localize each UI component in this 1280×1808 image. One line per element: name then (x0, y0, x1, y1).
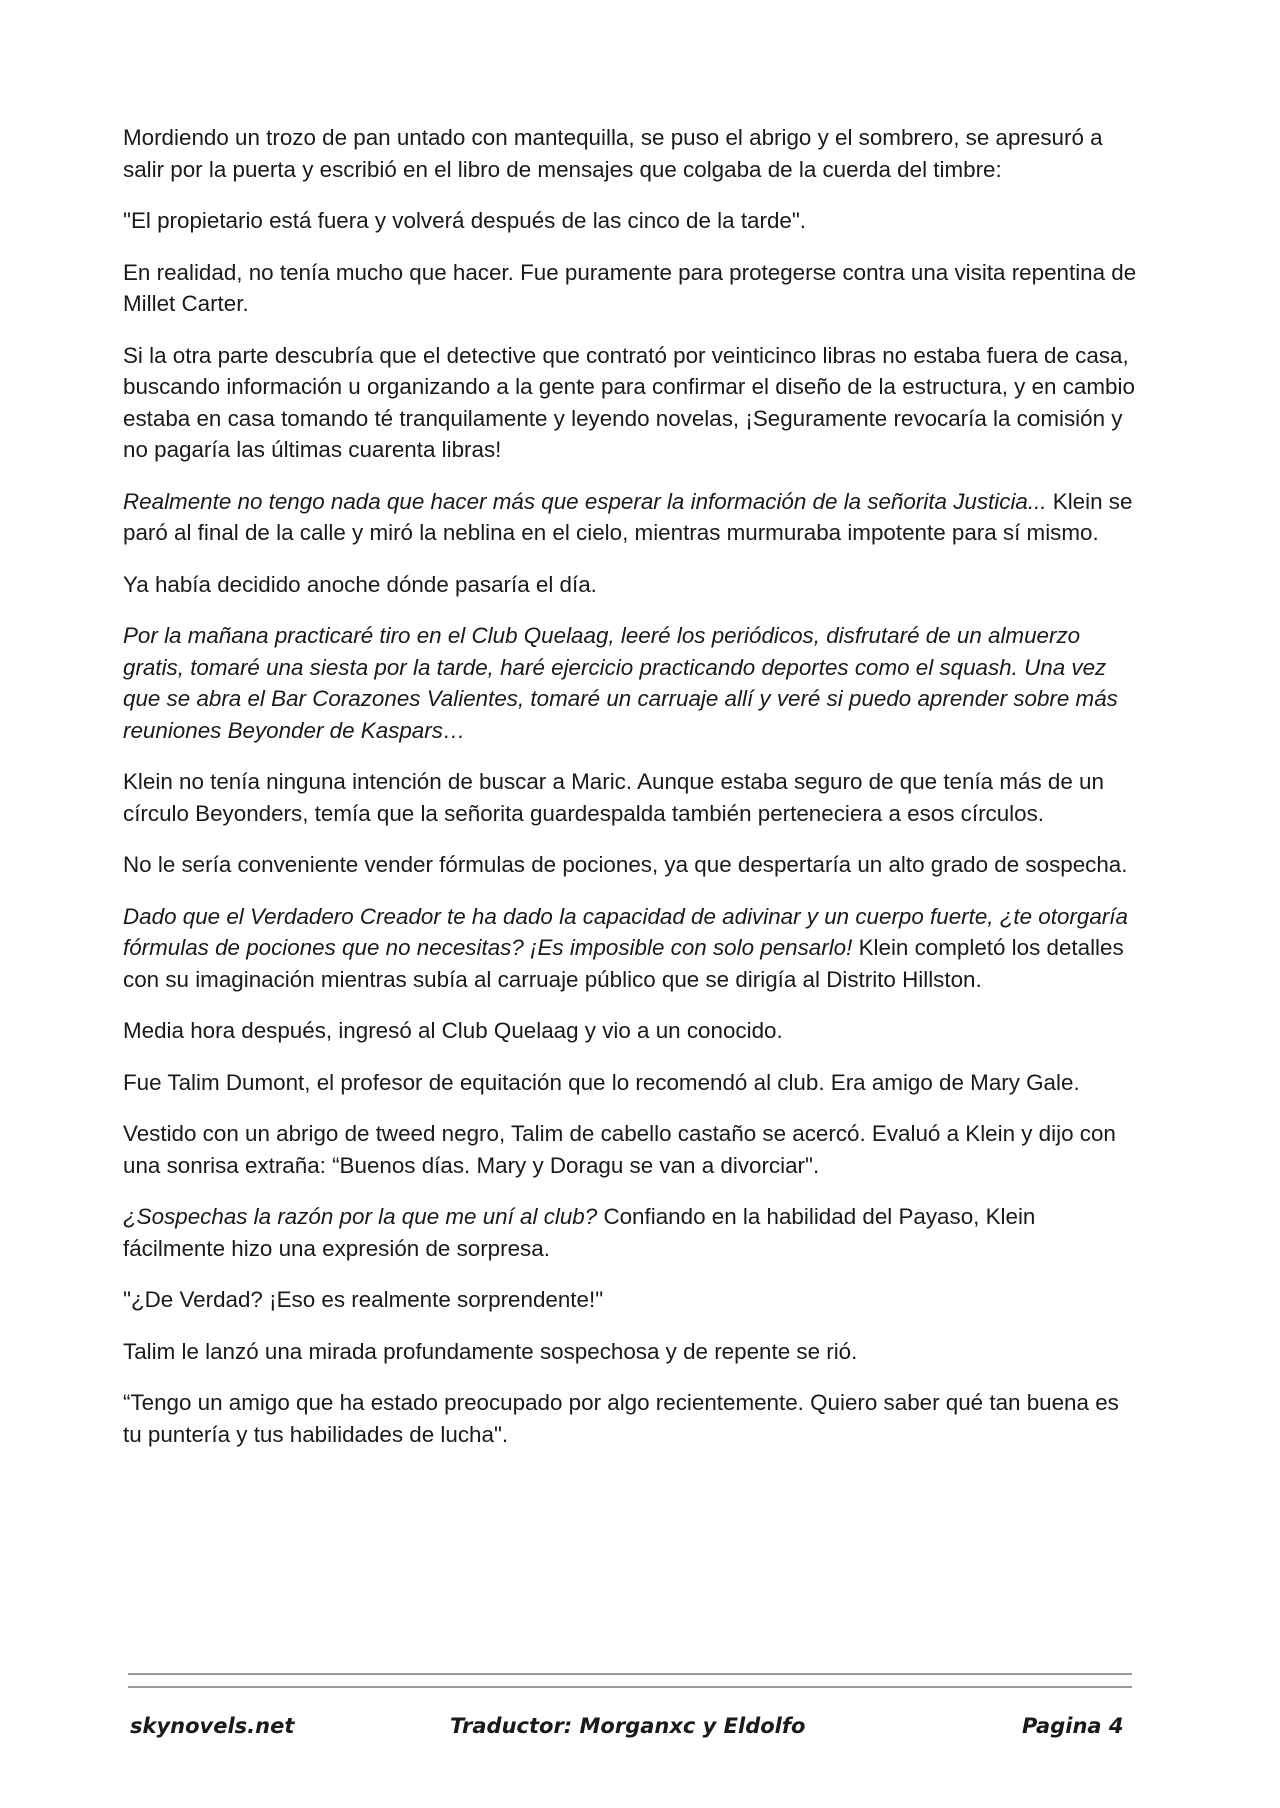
text: Vestido con un abrigo de tweed negro, Talim de cabello castaño se acercó. Evaluó a Klein y dijo con una sonrisa extraña: “Buenos días. Mary y Doragu se van a divorciar". (123, 1121, 1116, 1178)
text: “Tengo un amigo que ha estado preocupado por algo recientemente. Quiero saber qué tan buena es tu puntería y tus habilidades de lucha". (123, 1390, 1119, 1447)
paragraph (123, 1336, 1143, 1368)
paragraph (123, 1284, 1143, 1316)
italic-text: ¿Sospechas la razón por la que me uní al club? (123, 1204, 598, 1229)
text: Confiando en la habilidad del Payaso, Klein fácilmente hizo una expresión de sorpresa. (123, 1204, 1036, 1261)
footer-translator: Traductor: Morganxc y Eldolfo (450, 1714, 806, 1738)
italic-text: Realmente no tengo nada que hacer más que esperar la información de la señorita Justicia... (123, 488, 1047, 514)
paragraph (123, 1118, 1143, 1181)
footer-page-number: Pagina 4 (1022, 1714, 1124, 1738)
paragraph (123, 257, 1143, 320)
paragraph (123, 620, 1143, 746)
text: Klein completó los detalles con su imaginación mientras subía al carruaje público que se dirigía al Distrito Hillston. (123, 935, 1124, 992)
paragraph (123, 766, 1143, 829)
text: Si la otra parte descubría que el detective que contrató por veinticinco libras no estaba fuera de casa, buscando información u organizando a la gente para confirmar el diseño de la estructura, y en cambio estaba en casa tomando té tranquilamente y leyendo novelas, ¡Seguramente revocaría la comisión y no pagaría las últimas cuarenta libras! (123, 342, 1135, 462)
paragraph (123, 1067, 1143, 1099)
page-body (123, 122, 1143, 1470)
paragraph (123, 849, 1143, 881)
text: Klein no tenía ninguna intención de buscar a Maric. Aunque estaba seguro de que tenía más de un círculo Beyonders, temía que la señorita guardespalda también perteneciera a esos círculos. (123, 769, 1104, 826)
paragraph (123, 569, 1143, 601)
paragraph (123, 1387, 1143, 1450)
footer-divider-top (128, 1673, 1132, 1675)
italic-text: Por la mañana practicaré tiro en el Club Quelaag, leeré los periódicos, disfrutaré de un almuerzo gratis, tomaré una siesta por la tarde, haré ejercicio practicando deportes como el squash. Una vez que se abra el Bar Corazones Valientes, tomaré un carruaje allí y veré si puedo aprender sobre más reuniones Beyonder de Kaspars… (123, 623, 1118, 743)
paragraph (123, 1201, 1143, 1264)
text: Fue Talim Dumont, el profesor de equitación que lo recomendó al club. Era amigo de Mary Gale. (123, 1069, 1080, 1095)
paragraph (123, 340, 1143, 466)
paragraph (123, 205, 1143, 237)
text: Klein se paró al final de la calle y miró la neblina en el cielo, mientras murmuraba impotente para sí mismo. (123, 488, 1133, 545)
text: En realidad, no tenía mucho que hacer. Fue puramente para protegerse contra una visita repentina de Millet Carter. (123, 259, 1137, 316)
footer-site-name: skynovels.net (130, 1714, 295, 1738)
text: "El propietario está fuera y volverá después de las cinco de la tarde". (123, 208, 807, 233)
text: Mordiendo un trozo de pan untado con mantequilla, se puso el abrigo y el sombrero, se apresuró a salir por la puerta y escribió en el libro de mensajes que colgaba de la cuerda del timbre: (123, 125, 1103, 182)
paragraph (123, 1015, 1143, 1047)
paragraph (123, 901, 1143, 996)
text: Talim le lanzó una mirada profundamente sospechosa y de repente se rió. (123, 1338, 858, 1364)
footer-divider-bottom (128, 1686, 1132, 1688)
text: Ya había decidido anoche dónde pasaría el día. (123, 571, 597, 597)
italic-text: Dado que el Verdadero Creador te ha dado la capacidad de adivinar y un cuerpo fuerte, ¿te otorgaría fórmulas de pociones que no necesitas? ¡Es imposible con solo pensarlo! (123, 903, 1128, 960)
text: Media hora después, ingresó al Club Quelaag y vio a un conocido. (123, 1018, 783, 1043)
paragraph (123, 122, 1143, 185)
text: "¿De Verdad? ¡Eso es realmente sorprendente!" (123, 1287, 604, 1312)
paragraph (123, 486, 1143, 549)
text: No le sería conveniente vender fórmulas de pociones, ya que despertaría un alto grado de sospecha. (123, 852, 1128, 877)
